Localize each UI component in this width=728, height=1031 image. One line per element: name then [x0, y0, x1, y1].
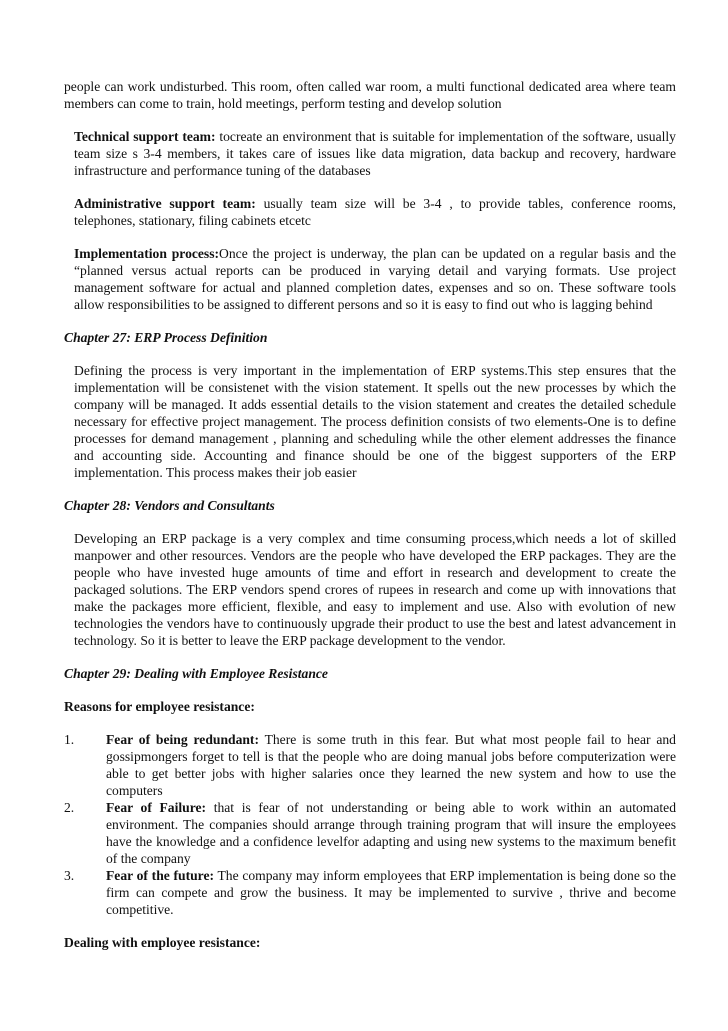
list-item-label: Fear of being redundant:	[106, 732, 259, 747]
list-item-text: that is fear of not understanding or being able to work within an automated environment. The companies should arrange through training program that will insure the employees have the knowledge and a confidence levelfor adapting and using new systems to the maximum benefit of the company	[106, 800, 676, 866]
list-item-body	[106, 731, 676, 799]
list-item	[64, 867, 676, 918]
chapter-29-title: Chapter 29: Dealing with Employee Resistance	[64, 666, 328, 681]
list-item-label: Fear of Failure:	[106, 800, 207, 815]
technical-support-text: tocreate an environment that is suitable for implementation of the software, usually team size s 3-4 members, it takes care of issues like data migration, data backup and recovery, hardware infrastructure and performance tuning of the databases	[74, 129, 676, 178]
list-item-text: The company may inform employees that ERP implementation is being done so the firm can compete and grow the business. It may be implemented to survive , thrive and become competitive.	[106, 868, 676, 917]
list-item	[64, 731, 676, 799]
chapter-28-body: Developing an ERP package is a very complex and time consuming process,which needs a lot of skilled manpower and other resources. Vendors are the people who have developed the ERP packages. They are the people who have invested huge amounts of time and effort in research and development to create the packaged solutions. The ERP vendors spend crores of rupees in research and come up with innovations that make the packages more efficient, flexible, and easy to implement and use. Also with evolution of new technologies the vendors have to continuously upgrade their product to use the best and latest advancement in technology. So it is better to leave the ERP package development to the vendor.	[74, 531, 676, 648]
list-item-body	[106, 799, 676, 867]
dealing-heading: Dealing with employee resistance:	[64, 935, 261, 950]
list-item-number: 3.	[64, 868, 75, 883]
intro-paragraph: people can work undisturbed. This room, often called war room, a multi functional dedicated area where team members can come to train, hold meetings, perform testing and develop solution	[64, 79, 676, 111]
list-item-label: Fear of the future:	[106, 868, 215, 883]
chapter-27-title: Chapter 27: ERP Process Definition	[64, 330, 268, 345]
chapter-28-title: Chapter 28: Vendors and Consultants	[64, 498, 275, 513]
technical-support-paragraph	[64, 128, 676, 179]
administrative-support-label: Administrative support team:	[74, 196, 256, 211]
implementation-process-label: Implementation process:	[74, 246, 220, 261]
reasons-list	[64, 731, 676, 918]
list-item-number: 2.	[64, 800, 75, 815]
document-page	[64, 78, 676, 967]
list-item-text: There is some truth in this fear. But what most people fail to hear and gossipmongers forget to tell is that the people who are doing manual jobs before computerization were able to get better jobs with higher salaries once they learned the new system and how to use the computers	[106, 732, 676, 798]
list-item	[64, 799, 676, 867]
implementation-process-paragraph	[64, 245, 676, 313]
reasons-heading: Reasons for employee resistance:	[64, 699, 255, 714]
implementation-process-text: Once the project is underway, the plan can be updated on a regular basis and the “planned versus actual reports can be produced in varying detail and varying formats. Use project management software for actual and planned completion dates, expenses and so on. These software tools allow responsibilities to be assigned to different persons and so it is easy to find out who is lagging behind	[74, 246, 677, 312]
technical-support-label: Technical support team:	[74, 129, 216, 144]
list-item-body	[106, 867, 676, 918]
chapter-27-body: Defining the process is very important in the implementation of ERP systems.This step ensures that the implementation will be consistenet with the vision statement. It spells out the new processes by which the company will be managed. It adds essential details to the vision statement and creates the detailed schedule necessary for effective project management. The process definition consists of two elements-One is to define processes for demand management , planning and scheduling while the other element addresses the finance and accounting side. Accounting and finance should be one of the biggest supporters of the ERP implementation. This process makes their job easier	[74, 363, 676, 480]
list-item-number: 1.	[64, 732, 75, 747]
administrative-support-paragraph	[64, 195, 676, 229]
administrative-support-text: usually team size will be 3-4 , to provide tables, conference rooms, telephones, stationary, filing cabinets etcetc	[74, 196, 677, 228]
